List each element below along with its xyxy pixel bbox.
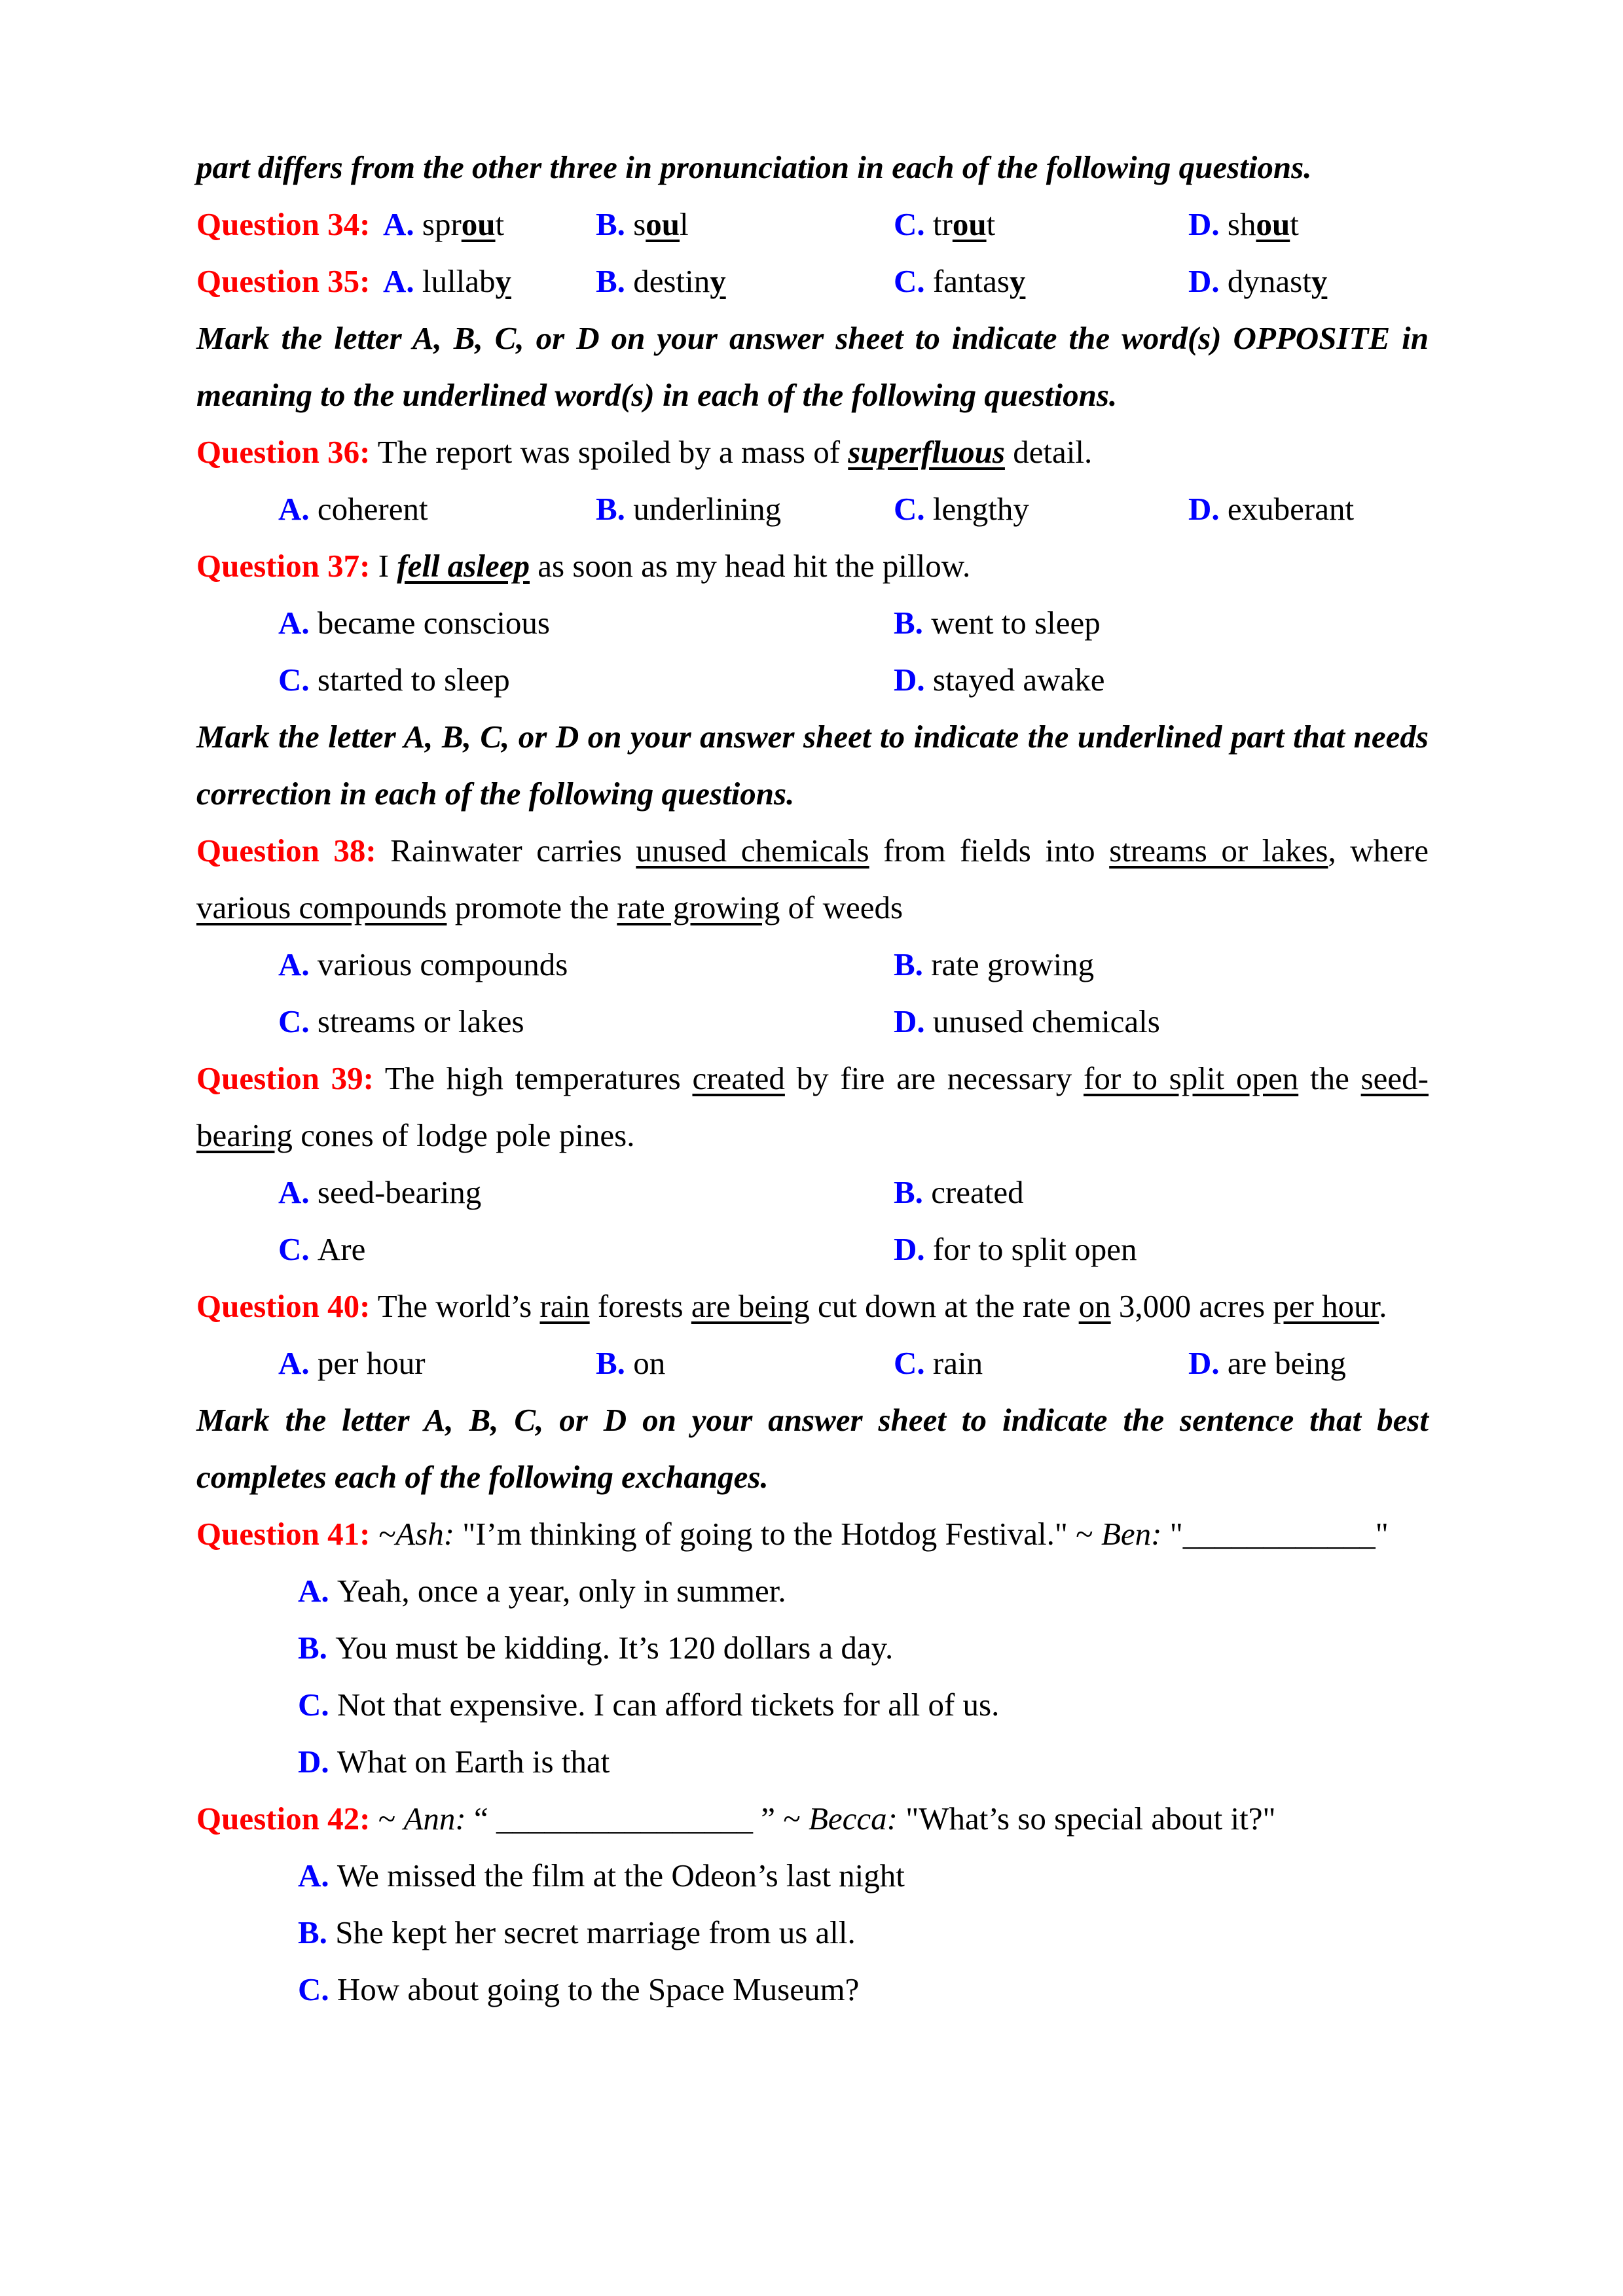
text-run: rate growing (931, 946, 1095, 982)
text-run: "I’m thinking of going to the Hotdog Festival." ~ (454, 1516, 1101, 1552)
text-run: exuberant (1227, 491, 1355, 527)
option-letter: B. (894, 1174, 923, 1210)
underlined-text: seed-bearing (196, 1060, 1429, 1153)
answer-option (894, 480, 1029, 537)
document-content (196, 139, 1429, 2018)
question-paragraph (196, 423, 1429, 480)
question-options-row (196, 196, 1429, 253)
option-letter: C. (278, 1231, 310, 1267)
option-letter: B. (894, 605, 923, 641)
answer-option (278, 480, 428, 537)
text-run: How about going to the Space Museum? (337, 1971, 860, 2007)
question-number-label: Question 39: (196, 1060, 374, 1096)
question-number-label: Question 36: (196, 434, 371, 470)
underlined-text: ou (461, 206, 496, 242)
option-letter: C. (894, 1345, 925, 1381)
text-run: created (931, 1174, 1024, 1210)
question-number-label: Question 42: (196, 1801, 371, 1837)
answer-option (894, 1221, 1137, 1278)
text-run: l (680, 206, 689, 242)
exchange-option-line (196, 1562, 1429, 1619)
option-letter: A. (278, 491, 310, 527)
option-letter: D. (1188, 206, 1220, 242)
text-run: underlining (633, 491, 782, 527)
text-run: spr (422, 206, 462, 242)
text-run: part differs from the other three in pronunciation in each of the following questions. (196, 149, 1312, 185)
text-run: The report was spoiled by a mass of (370, 434, 848, 470)
option-letter: D. (298, 1744, 329, 1780)
question-number-label: Question 34: (196, 206, 371, 242)
text-run: the (1298, 1060, 1361, 1096)
options-row (196, 993, 1429, 1050)
text-run: by fire are necessary (784, 1060, 1084, 1096)
option-letter: B. (298, 1630, 327, 1666)
text-run: The world’s (370, 1288, 540, 1324)
question-paragraph (196, 1505, 1429, 1562)
underlined-text: y (710, 263, 726, 299)
text-run: . (1379, 1288, 1387, 1324)
exchange-option-line (196, 1847, 1429, 1904)
underlined-text: rate growing (617, 889, 780, 925)
answer-option (278, 651, 510, 708)
underlined-text: y (495, 263, 511, 299)
option-letter: B. (596, 263, 625, 299)
option-letter: C. (894, 491, 925, 527)
text-run: from fields into (869, 833, 1110, 869)
underlined-text: superfluous (848, 434, 1005, 470)
answer-option (894, 993, 1160, 1050)
exchange-option-line (196, 1619, 1429, 1676)
question-options-row (196, 253, 1429, 310)
option-letter: B. (894, 946, 923, 982)
underlined-text: y (1311, 263, 1328, 299)
exchange-option-line (196, 1676, 1429, 1733)
question-paragraph (196, 1278, 1429, 1335)
text-run: Ann: (403, 1801, 466, 1837)
instruction-paragraph (196, 139, 1429, 196)
option-letter: C. (298, 1687, 329, 1723)
text-run: on (633, 1345, 666, 1381)
option-letter: D. (894, 1003, 925, 1039)
text-run: went to sleep (931, 605, 1101, 641)
text-run: Ben: (1101, 1516, 1162, 1552)
text-run: seed-bearing (317, 1174, 482, 1210)
question-number-label: Question 37: (196, 548, 371, 584)
answer-option (596, 196, 689, 253)
answer-option (1188, 1335, 1346, 1391)
option-letter: A. (383, 206, 414, 242)
text-run: Mark the letter A, B, C, or D on your answer sheet to indicate the underlined part that needs correction in each of the following questions. (196, 719, 1429, 812)
question-paragraph (196, 822, 1429, 936)
text-run: per hour (317, 1345, 426, 1381)
text-run: Are (317, 1231, 366, 1267)
answer-option (894, 936, 1094, 993)
answer-option (894, 594, 1101, 651)
option-letter: C. (894, 206, 925, 242)
text-run: Rainwater carries (376, 833, 636, 869)
option-letter: A. (278, 946, 310, 982)
underlined-text: for to split open (1084, 1060, 1299, 1096)
option-letter: B. (298, 1914, 327, 1950)
text-run: , where (1328, 833, 1429, 869)
text-run: Yeah, once a year, only in summer. (337, 1573, 786, 1609)
text-run: sh (1227, 206, 1256, 242)
text-run: lullab (422, 263, 496, 299)
text-run: Mark the letter A, B, C, or D on your answer sheet to indicate the word(s) OPPOSITE in meaning to the underlined word(s) in each of the following questions. (196, 320, 1429, 413)
option-letter: C. (278, 662, 310, 698)
option-letter: A. (278, 1345, 310, 1381)
exchange-option-line (196, 1961, 1429, 2018)
answer-option (1188, 480, 1354, 537)
text-run: "____________" (1161, 1516, 1389, 1552)
answer-option (1188, 196, 1299, 253)
text-run: cut down at the rate (809, 1288, 1079, 1324)
answer-option (894, 651, 1104, 708)
text-run: stayed awake (932, 662, 1105, 698)
text-run: The high temperatures (373, 1060, 693, 1096)
text-run: started to sleep (317, 662, 510, 698)
option-letter: A. (278, 605, 310, 641)
text-run: rain (932, 1345, 983, 1381)
answer-option (278, 936, 568, 993)
underlined-text: unused chemicals (636, 833, 869, 869)
question-number-label: Question 40: (196, 1288, 371, 1324)
option-letter: D. (894, 662, 925, 698)
underlined-text: on (1078, 1288, 1111, 1324)
text-run: I (370, 548, 397, 584)
text-run: Not that expensive. I can afford tickets for all of us. (337, 1687, 1000, 1723)
question-paragraph (196, 1050, 1429, 1164)
option-letter: C. (298, 1971, 329, 2007)
options-row (196, 594, 1429, 651)
answer-option (596, 480, 781, 537)
text-run: became conscious (317, 605, 550, 641)
answer-option (278, 993, 524, 1050)
text-run: She kept her secret marriage from us all. (335, 1914, 856, 1950)
underlined-text: ou (952, 206, 987, 242)
text-run (370, 1516, 378, 1552)
instruction-paragraph (196, 310, 1429, 423)
underlined-text: fell asleep (397, 548, 530, 584)
option-letter: B. (596, 1345, 625, 1381)
answer-option (278, 1221, 365, 1278)
answer-option (278, 1335, 426, 1391)
instruction-paragraph (196, 1391, 1429, 1505)
text-run: streams or lakes (317, 1003, 524, 1039)
instruction-paragraph (196, 708, 1429, 822)
text-run: t (986, 206, 996, 242)
question-number-label: Question 41: (196, 1516, 371, 1552)
answer-option (596, 253, 726, 310)
underlined-text: ou (1256, 206, 1290, 242)
options-row (196, 480, 1429, 537)
text-run: detail. (1004, 434, 1093, 470)
text-run: tr (932, 206, 953, 242)
question-paragraph (196, 1790, 1429, 1847)
answer-option (596, 1335, 665, 1391)
question-number-label: Question 38: (196, 833, 376, 869)
text-run: 3,000 acres (1110, 1288, 1273, 1324)
option-letter: B. (596, 491, 625, 527)
underlined-text: created (692, 1060, 785, 1096)
text-run: ~Ash: (378, 1516, 455, 1552)
underlined-text: rain (539, 1288, 590, 1324)
option-letter: C. (278, 1003, 310, 1039)
text-run: “ ________________ ” ~ (465, 1801, 809, 1837)
underlined-text: streams or lakes (1109, 833, 1328, 869)
answer-option (1188, 253, 1327, 310)
text-run: t (495, 206, 505, 242)
text-run: Becca: (808, 1801, 898, 1837)
text-run: unused chemicals (932, 1003, 1160, 1039)
text-run: destin (633, 263, 710, 299)
answer-option (894, 196, 995, 253)
text-run: for to split open (932, 1231, 1137, 1267)
text-run: lengthy (932, 491, 1029, 527)
text-run: coherent (317, 491, 428, 527)
underlined-text: ou (646, 206, 680, 242)
text-run: Mark the letter A, B, C, or D on your answer sheet to indicate the sentence that best completes each of the following exchanges. (196, 1402, 1429, 1495)
answer-option (894, 1335, 983, 1391)
underlined-text: are being (691, 1288, 810, 1324)
underlined-text: various compounds (196, 889, 447, 925)
question-number-label: Question 35: (196, 263, 371, 299)
text-run: What on Earth is that (337, 1744, 610, 1780)
text-run: ~ (370, 1801, 404, 1837)
option-letter: D. (1188, 491, 1220, 527)
option-letter: D. (894, 1231, 925, 1267)
option-letter: D. (1188, 1345, 1220, 1381)
options-row (196, 1221, 1429, 1278)
text-run: various compounds (317, 946, 568, 982)
exchange-option-line (196, 1733, 1429, 1790)
options-row (196, 936, 1429, 993)
exchange-option-line (196, 1904, 1429, 1961)
option-letter: A. (298, 1573, 329, 1609)
options-row (196, 1164, 1429, 1221)
option-letter: C. (894, 263, 925, 299)
underlined-text: per hour (1273, 1288, 1379, 1324)
option-letter: B. (596, 206, 625, 242)
option-letter: D. (1188, 263, 1220, 299)
option-letter: A. (383, 263, 414, 299)
text-run: promote the (447, 889, 617, 925)
underlined-text: y (1009, 263, 1026, 299)
question-paragraph (196, 537, 1429, 594)
options-row (196, 1335, 1429, 1391)
text-run: forests (589, 1288, 691, 1324)
answer-option (383, 253, 511, 310)
option-letter: A. (278, 1174, 310, 1210)
text-run: fantas (932, 263, 1010, 299)
text-run: of weeds (780, 889, 903, 925)
answer-option (278, 594, 550, 651)
answer-option (894, 253, 1025, 310)
option-letter: A. (298, 1857, 329, 1893)
text-run: dynast (1227, 263, 1311, 299)
answer-option (894, 1164, 1024, 1221)
text-run: "What’s so special about it?" (897, 1801, 1276, 1837)
text-run: You must be kidding. It’s 120 dollars a day. (335, 1630, 894, 1666)
text-run: are being (1227, 1345, 1346, 1381)
text-run: We missed the film at the Odeon’s last night (337, 1857, 905, 1893)
text-run: t (1290, 206, 1299, 242)
answer-option (278, 1164, 481, 1221)
options-row (196, 651, 1429, 708)
answer-option (383, 196, 504, 253)
text-run: cones of lodge pole pines. (292, 1117, 635, 1153)
text-run: s (633, 206, 646, 242)
text-run: as soon as my head hit the pillow. (530, 548, 971, 584)
